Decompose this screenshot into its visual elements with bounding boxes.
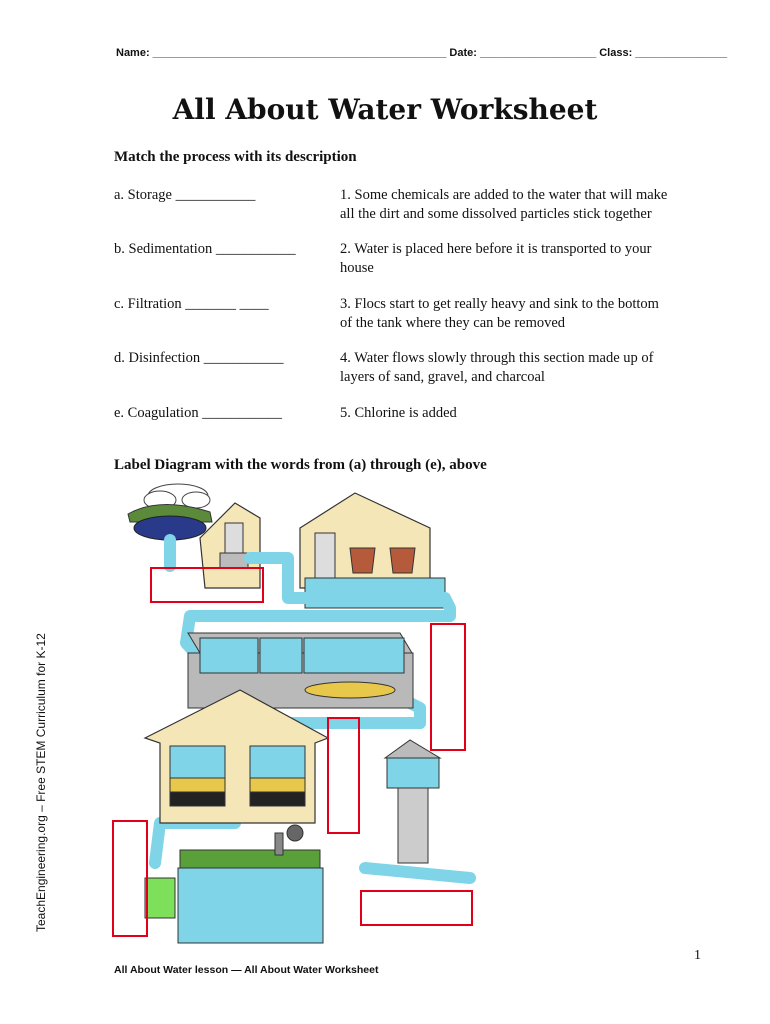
description-3-line2: of the tank where they can be removed [340,315,566,331]
description-1-line1: 1. Some chemicals are added to the water that will make [340,187,668,203]
label-box-4[interactable] [112,820,148,937]
term-sedimentation: b. Sedimentation ___________ [114,241,296,257]
label-box-2[interactable] [430,623,466,751]
description-2-line1: 2. Water is placed here before it is transported to your [340,241,652,257]
description-2 [340,240,720,278]
page-title: All About Water Worksheet [172,93,598,126]
term-storage: a. Storage ___________ [114,187,256,203]
description-4 [340,349,720,387]
description-4-line1: 4. Water flows slowly through this section made up of [340,350,654,366]
term-disinfection: d. Disinfection ___________ [114,350,284,366]
description-3 [340,295,720,333]
storage-tank [145,825,323,943]
header-fields: Name: ________________________________________________ Date: ___________________ Class: _______________ [116,47,728,59]
sidebar-credit: TeachEngineering.org – Free STEM Curriculum for K-12 [34,633,48,932]
water-tower [385,740,440,863]
page-number: 1 [694,948,701,963]
footer-text: All About Water lesson — All About Water Worksheet [114,964,379,976]
sedimentation-basin [188,633,413,708]
description-4-line2: layers of sand, gravel, and charcoal [340,369,545,385]
label-box-1[interactable] [150,567,264,603]
match-heading: Match the process with its description [114,149,357,165]
diagram-heading: Label Diagram with the words from (a) through (e), above [114,457,487,473]
term-coagulation: e. Coagulation ___________ [114,405,282,421]
filtration-house [145,690,328,823]
description-1-line2: all the dirt and some dissolved particles stick together [340,206,652,222]
label-box-5[interactable] [360,890,473,926]
description-5-line1: 5. Chlorine is added [340,405,457,421]
label-box-3[interactable] [327,717,360,834]
description-2-line2: house [340,260,374,276]
term-filtration: c. Filtration _______ ____ [114,296,269,312]
description-3-line1: 3. Flocs start to get really heavy and sink to the bottom [340,296,659,312]
description-5 [340,404,720,423]
description-1 [340,186,720,224]
coagulation-house [300,493,445,608]
